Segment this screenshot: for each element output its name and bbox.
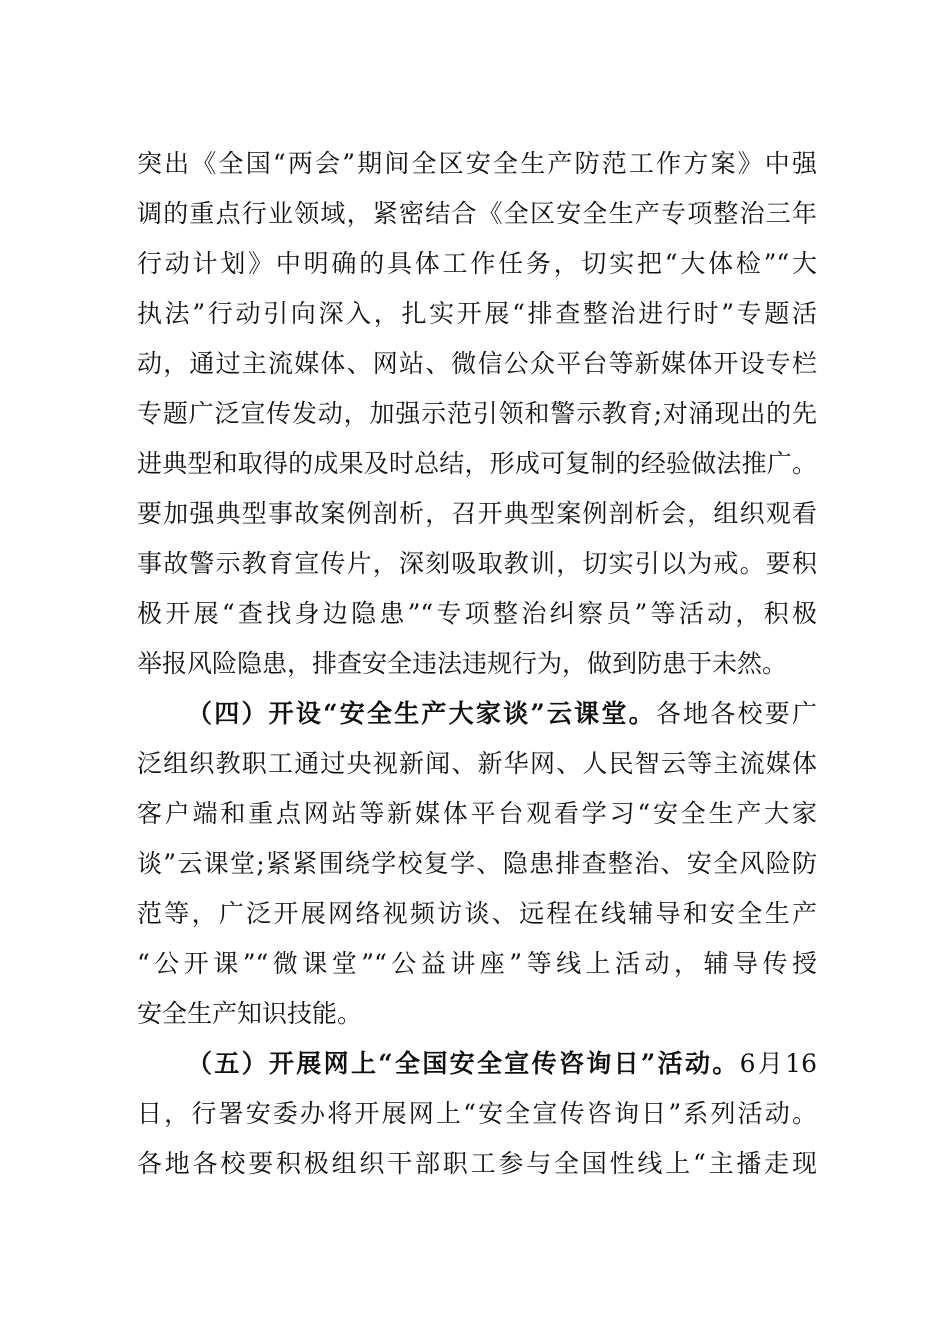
- body-line: “公开课”“微课堂”“公益讲座”等线上活动，辅导传授: [137, 949, 817, 978]
- body-line: 日，行署安委办将开展网上“安全宣传咨询日”系列活动。: [137, 1099, 817, 1128]
- body-text: 各地各校要广: [655, 699, 817, 728]
- section-heading-line: [187, 695, 817, 733]
- body-line: 举报风险隐患，排查安全违法违规行为，做到防患于未然。: [137, 649, 788, 678]
- body-line: 极开展“查找身边隐患”“专项整治纠察员”等活动，积极: [137, 599, 817, 628]
- section-heading-5: （五）开展网上“全国安全宣传咨询日”活动。: [187, 1049, 740, 1078]
- body-text: 6月16: [739, 1049, 817, 1078]
- body-line: 进典型和取得的成果及时总结，形成可复制的经验做法推广。: [137, 449, 817, 478]
- body-line: 行动计划》中明确的具体工作任务，切实把“大体检”“大: [137, 249, 817, 278]
- section-heading-4: （四）开设“安全生产大家谈”云课堂。: [187, 699, 656, 728]
- body-line: 安全生产知识技能。: [137, 999, 363, 1028]
- body-line: 要加强典型事故案例剖析，召开典型案例剖析会，组织观看: [137, 499, 817, 528]
- body-line: 客户端和重点网站等新媒体平台观看学习“安全生产大家: [137, 799, 817, 828]
- body-line: 谈”云课堂;紧紧围绕学校复学、隐患排查整治、安全风险防: [137, 849, 817, 878]
- section-heading-line: [187, 1045, 817, 1083]
- body-line: 突出《全国“两会”期间全区安全生产防范工作方案》中强: [137, 149, 817, 178]
- body-line: 事故警示教育宣传片，深刻吸取教训，切实引以为戒。要积: [137, 549, 817, 578]
- body-line: 调的重点行业领域，紧密结合《全区安全生产专项整治三年: [137, 199, 817, 228]
- body-line: 动，通过主流媒体、网站、微信公众平台等新媒体开设专栏: [137, 349, 817, 378]
- body-line: 范等，广泛开展网络视频访谈、远程在线辅导和安全生产: [137, 899, 817, 928]
- body-line: 泛组织教职工通过央视新闻、新华网、人民智云等主流媒体: [137, 749, 817, 778]
- body-line: 专题广泛宣传发动，加强示范引领和警示教育;对涌现出的先: [137, 399, 817, 428]
- body-line: 各地各校要积极组织干部职工参与全国性线上“主播走现: [137, 1149, 817, 1178]
- body-line: 执法”行动引向深入，扎实开展“排查整治进行时”专题活: [137, 299, 817, 328]
